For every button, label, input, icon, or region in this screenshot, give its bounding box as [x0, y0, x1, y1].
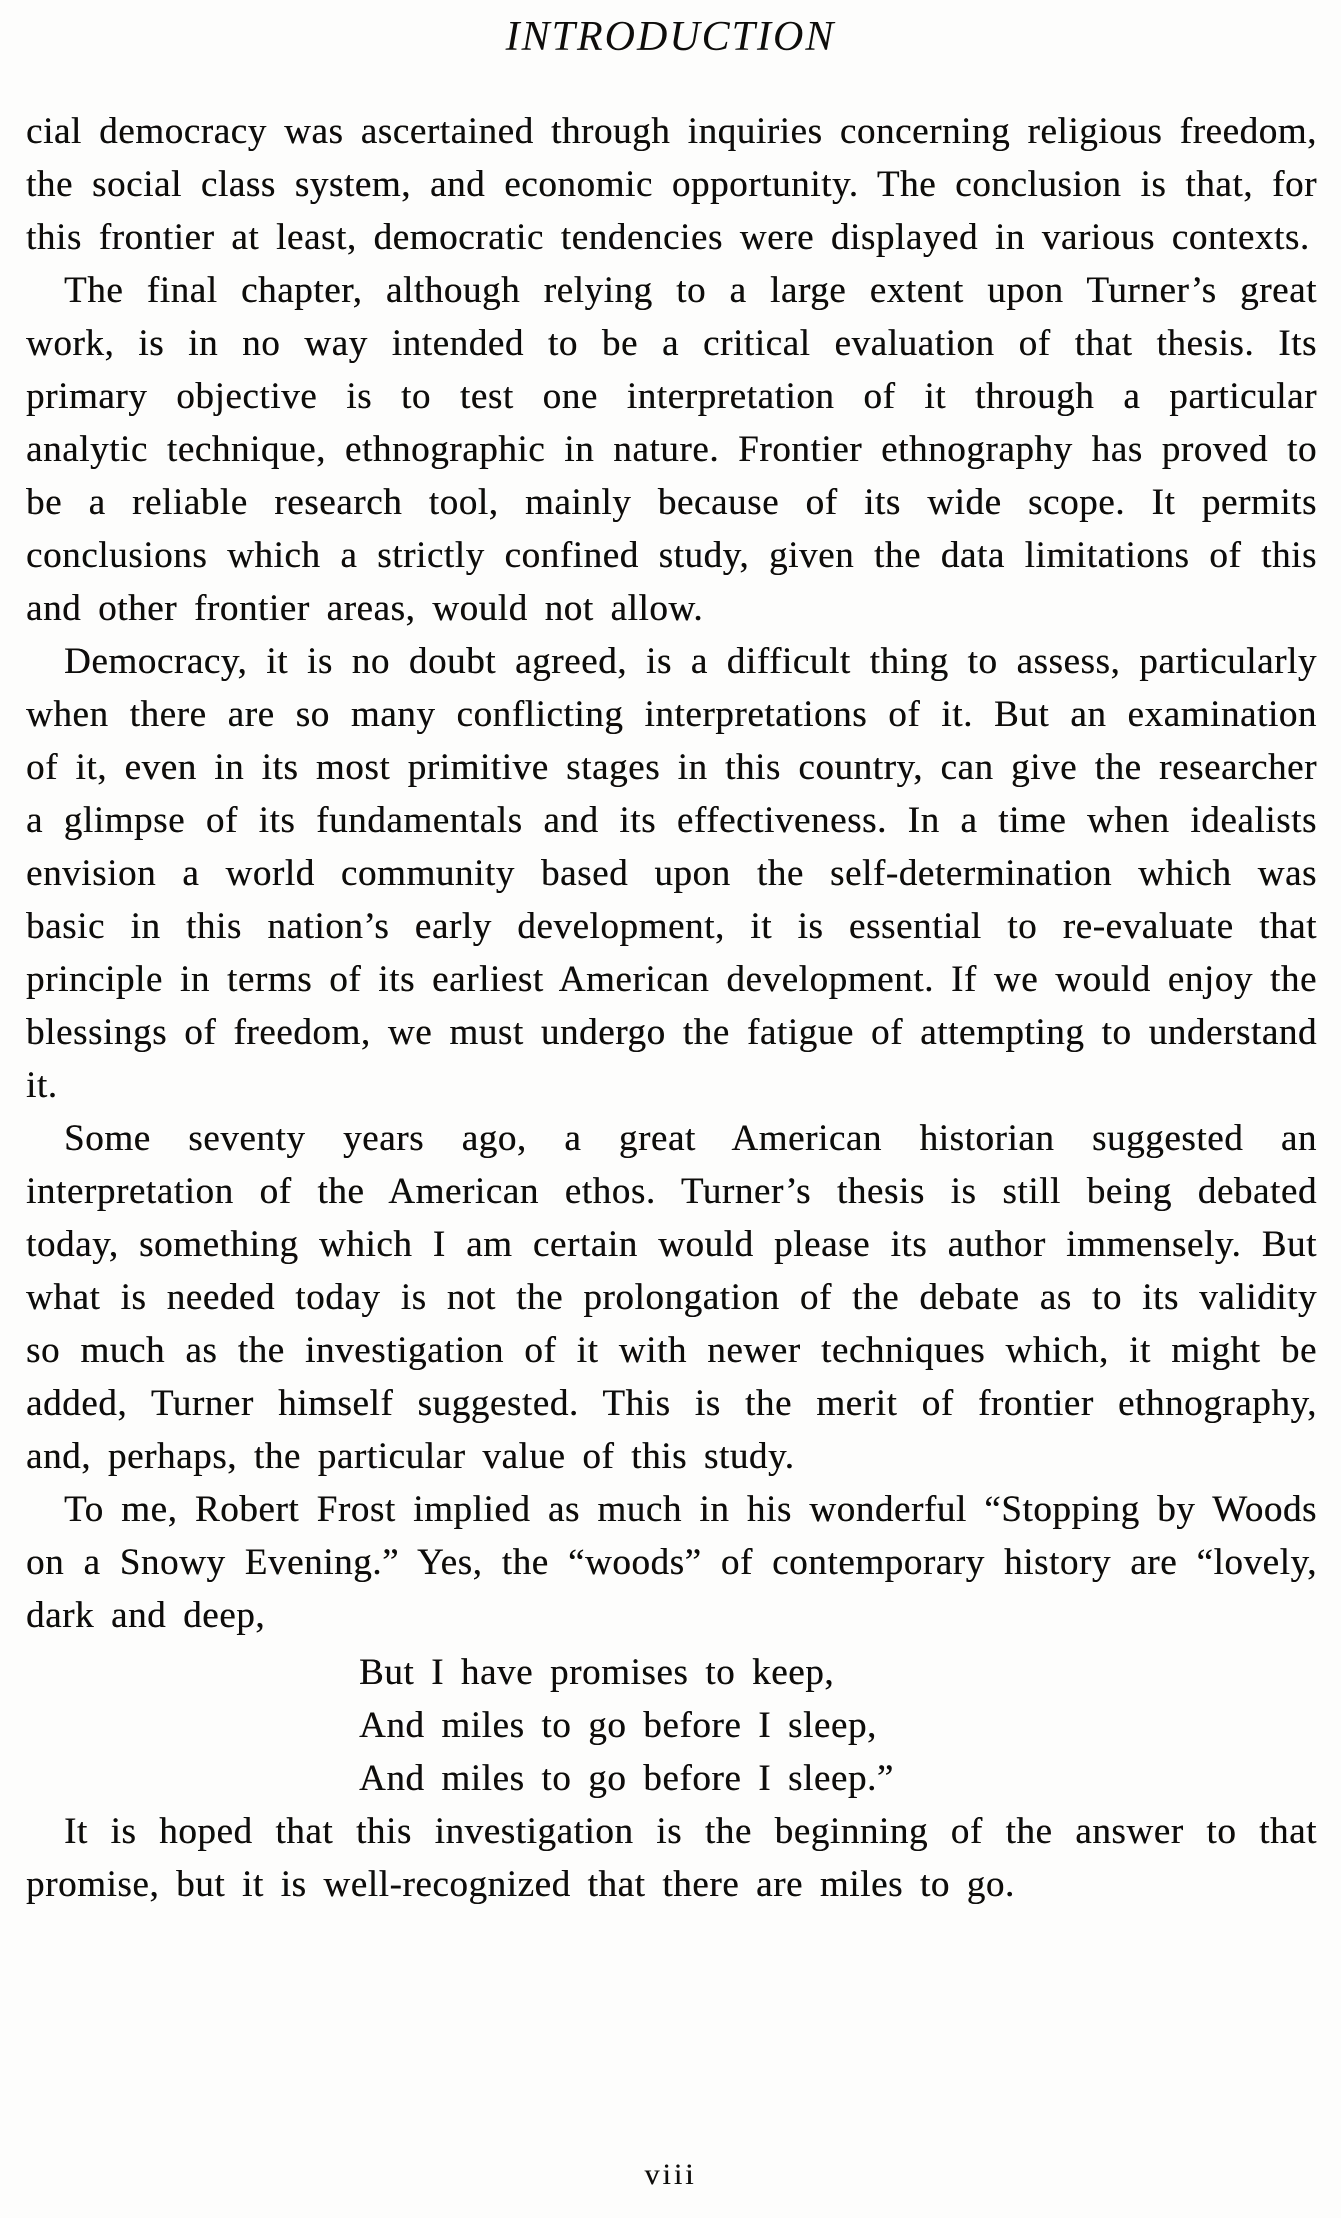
page-number: viii: [644, 2158, 697, 2191]
paragraph-robert-frost: To me, Robert Frost implied as much in his wonderful “Stopping by Woods on a Snowy Evening.” Yes, the “woods” of contemporary history are “lovely, dark and deep,: [26, 1489, 1317, 1636]
paragraph-continuation: cial democracy was ascertained through inquiries concerning religious freedom, the social class system, and economic opportunity. The conclusion is that, for this frontier at least, democratic tendencies were displayed in various contexts.: [26, 111, 1317, 258]
verse-line-3: And miles to go before I sleep.”: [359, 1758, 894, 1799]
paragraph-turner-thesis: Some seventy years ago, a great American historian suggested an interpretation of the American ethos. Turner’s thesis is still being debated today, something which I am certain would please its author immensely. But what is needed today is not the prolongation of the debate as to its validity so much as the investigation of it with newer techniques which, it might be added, Turner himself suggested. This is the merit of frontier ethnography, and, perhaps, the particular value of this study.: [26, 1118, 1317, 1477]
page-title: INTRODUCTION: [505, 14, 836, 60]
page-body: [26, 105, 1317, 1911]
verse-block: [359, 1646, 1317, 1805]
verse-line-2: And miles to go before I sleep,: [359, 1705, 877, 1746]
verse-line-1: But I have promises to keep,: [359, 1652, 835, 1693]
paragraph-final-chapter: The final chapter, although relying to a large extent upon Turner’s great work, is in no way intended to be a critical evaluation of that thesis. Its primary objective is to test one interpretation of it through a particular analytic technique, ethnographic in nature. Frontier ethnography has proved to be a reliable research tool, mainly because of its wide scope. It permits conclusions which a strictly confined study, given the data limitations of this and other frontier areas, would not allow.: [26, 270, 1317, 629]
paragraph-closing: It is hoped that this investigation is the beginning of the answer to that promise, but it is well-recognized that there are miles to go.: [26, 1811, 1317, 1905]
paragraph-democracy: Democracy, it is no doubt agreed, is a difficult thing to assess, particularly when there are so many conflicting interpretations of it. But an examination of it, even in its most primitive stages in this country, can give the researcher a glimpse of its fundamentals and its effectiveness. In a time when idealists envision a world community based upon the self-determination which was basic in this nation’s early development, it is essential to re-evaluate that principle in terms of its earliest American development. If we would enjoy the blessings of freedom, we must undergo the fatigue of attempting to understand it.: [26, 641, 1317, 1106]
